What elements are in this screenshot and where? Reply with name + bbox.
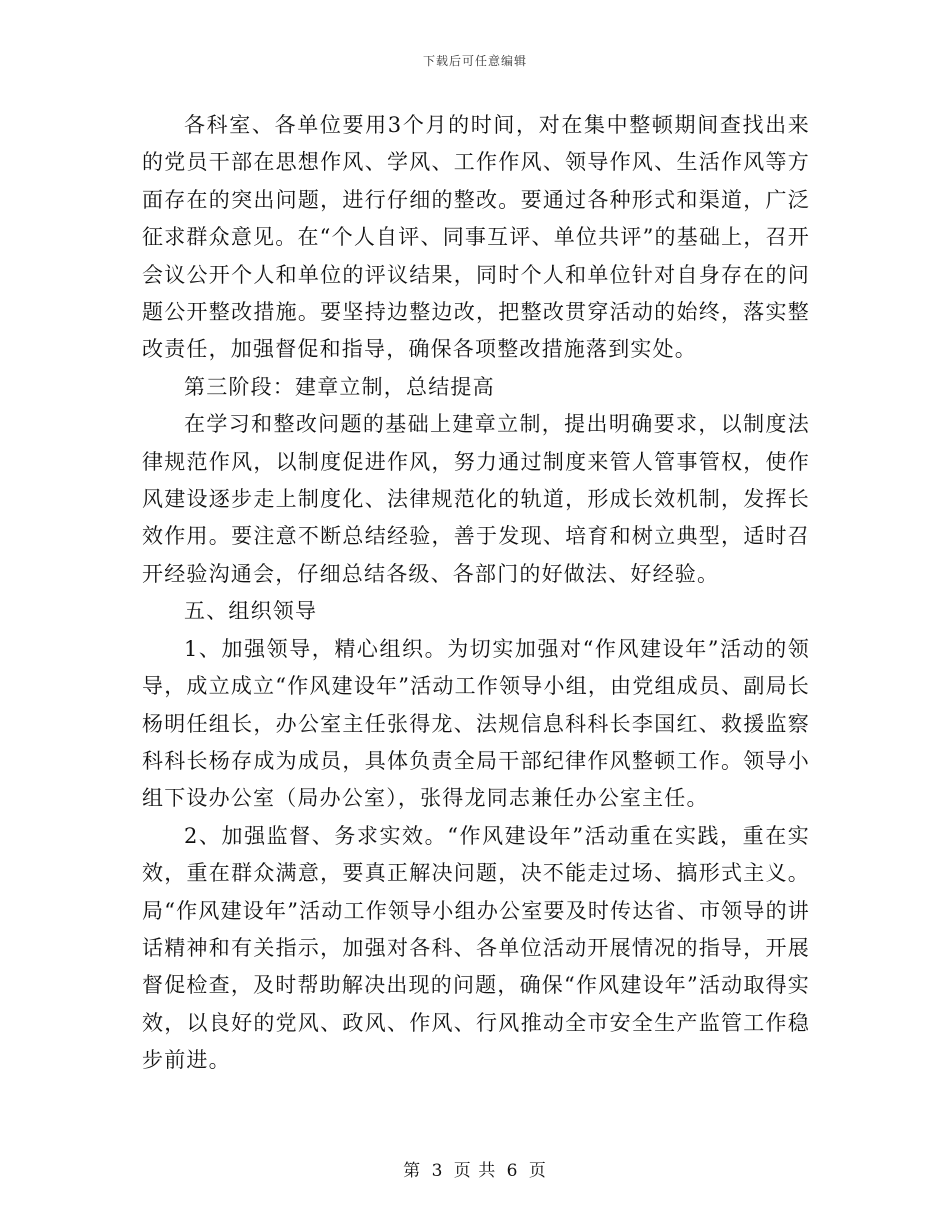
footer-current-page: 3	[431, 1161, 444, 1181]
paragraph-rectification: 各科室、各单位要用3个月的时间，对在集中整顿期间查找出来的党员干部在思想作风、学风、工作作风、领导作风、生活作风等方面存在的突出问题，进行仔细的整改。要通过各种形式和渠道，广泛征求群众意见。在“个人自评、同事互评、单位共评”的基础上，召开会议公开个人和单位的评议结果，同时个人和单位针对自身存在的问题公开整改措施。要坚持边整边改，把整改贯穿活动的始终，落实整改责任，加强督促和指导，确保各项整改措施落到实处。	[142, 113, 810, 362]
section-heading-stage-three: 第三阶段：建章立制，总结提高	[184, 374, 495, 399]
paragraph-supervision: 2、加强监督、务求实效。“作风建设年”活动重在实践，重在实效，重在群众满意，要真正解决问题，决不能走过场、搞形式主义。局“作风建设年”活动工作领导小组办公室要及时传达省、市领导的讲话精神和有关指示，加强对各科、各单位活动开展情况的指导，开展督促检查，及时帮助解决出现的问题，确保“作风建设年”活动取得实效，以良好的党风、政风、作风、行风推动全市安全生产监管工作稳步前进。	[142, 823, 810, 1073]
footer-middle: 页 共	[453, 1161, 497, 1181]
footer-total-pages: 6	[506, 1161, 519, 1181]
footer-prefix: 第	[403, 1161, 422, 1181]
page-header: 下载后可任意编辑	[422, 54, 527, 68]
page-footer	[0, 1156, 950, 1181]
document-body	[142, 107, 810, 1080]
footer-suffix: 页	[528, 1161, 547, 1181]
paragraph-leadership: 1、加强领导，精心组织。为切实加强对“作风建设年”活动的领导，成立成立“作风建设年”活动工作领导小组，由党组成员、副局长杨明任组长，办公室主任张得龙、法规信息科科长李国红、救援监察科科长杨存成为成员，具体负责全局干部纪律作风整顿工作。领导小组下设办公室（局办公室），张得龙同志兼任办公室主任。	[142, 636, 810, 811]
paragraph-regulations: 在学习和整改问题的基础上建章立制，提出明确要求，以制度法律规范作风，以制度促进作风，努力通过制度来管人管事管权，使作风建设逐步走上制度化、法律规范化的轨道，形成长效机制，发挥长效作用。要注意不断总结经验，善于发现、培育和树立典型，适时召开经验沟通会，仔细总结各级、各部门的好做法、好经验。	[142, 412, 810, 586]
section-heading-organization: 五、组织领导	[184, 599, 318, 624]
